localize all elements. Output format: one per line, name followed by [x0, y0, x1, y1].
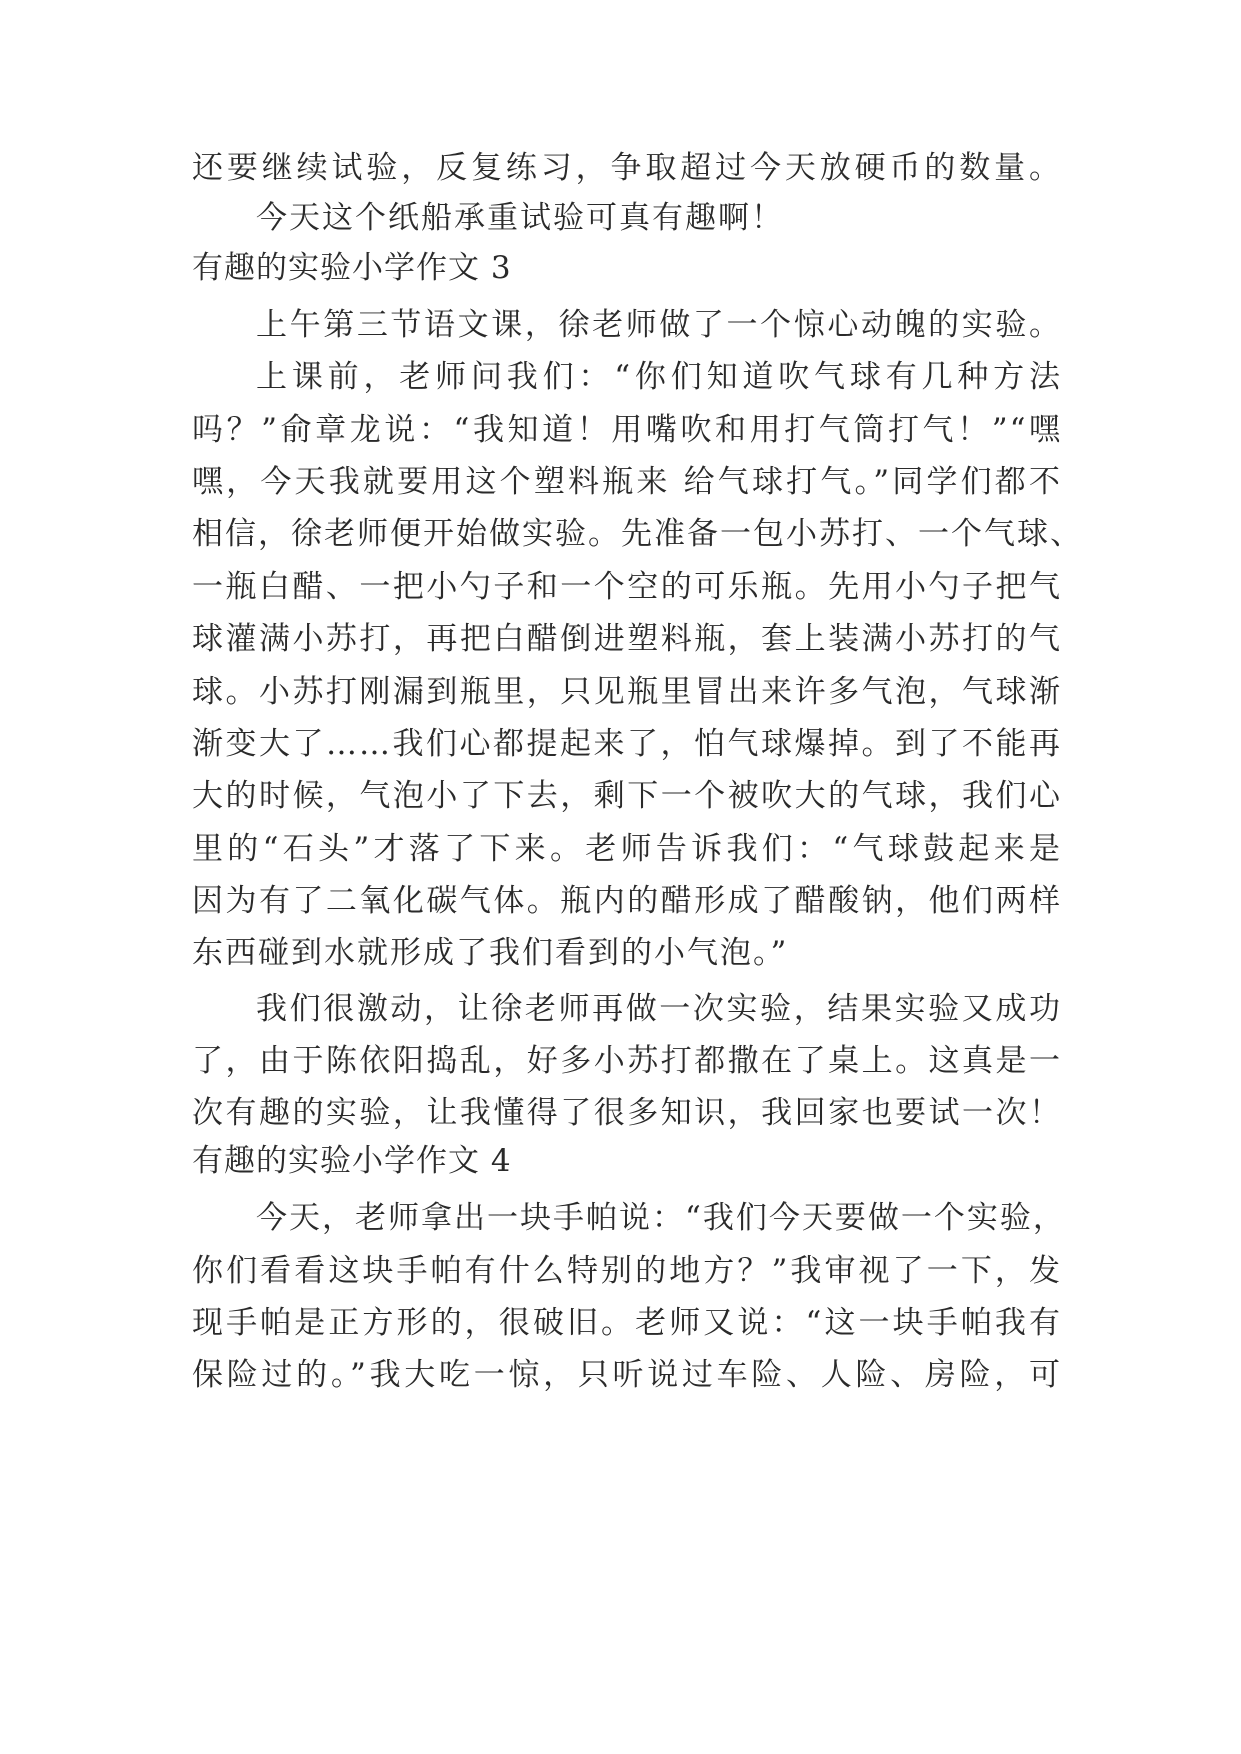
paragraph-line: 里的“石头”才落了下来。老师告诉我们：“气球鼓起来是: [192, 831, 1062, 867]
paragraph-line: 一瓶白醋、一把小勺子和一个空的可乐瓶。先用小勺子把气: [192, 569, 1062, 605]
paragraph-line: 渐变大了……我们心都提起来了，怕气球爆掉。到了不能再: [192, 726, 1062, 762]
paragraph-line: 今天，老师拿出一块手帕说：“我们今天要做一个实验，: [256, 1200, 1066, 1236]
paragraph-line: 相信，徐老师便开始做实验。先准备一包小苏打、一个气球、: [192, 516, 1083, 552]
paragraph-line: 大的时候，气泡小了下去，剩下一个被吹大的气球，我们心: [192, 778, 1062, 814]
paragraph-line: 上午第三节语文课，徐老师做了一个惊心动魄的实验。: [256, 307, 1062, 343]
paragraph-line: 上课前，老师问我们：“你们知道吹气球有几种方法: [256, 359, 1062, 395]
paragraph-line: 了，由于陈依阳捣乱，好多小苏打都撒在了桌上。这真是一: [192, 1043, 1062, 1079]
paragraph-line: 还要继续试验，反复练习，争取超过今天放硬币的数量。: [192, 150, 1062, 186]
paragraph-line: 因为有了二氧化碳气体。瓶内的醋形成了醋酸钠，他们两样: [192, 883, 1062, 919]
paragraph-line: 球灌满小苏打，再把白醋倒进塑料瓶，套上装满小苏打的气: [192, 621, 1062, 657]
paragraph-line: 你们看看这块手帕有什么特别的地方？”我审视了一下，发: [192, 1253, 1062, 1289]
paragraph-line: 现手帕是正方形的，很破旧。老师又说：“这一块手帕我有: [192, 1305, 1062, 1341]
section-heading: 有趣的实验小学作文 3: [192, 250, 512, 286]
paragraph-line: 今天这个纸船承重试验可真有趣啊！: [256, 200, 784, 236]
section-heading: 有趣的实验小学作文 4: [192, 1143, 512, 1179]
paragraph-line: 吗？”俞章龙说：“我知道！用嘴吹和用打气筒打气！”“嘿: [192, 412, 1062, 448]
paragraph-line: 球。小苏打刚漏到瓶里，只见瓶里冒出来许多气泡，气球渐: [192, 674, 1062, 710]
paragraph-line: 嘿，今天我就要用这个塑料瓶来 给气球打气。”同学们都不: [192, 464, 1062, 500]
paragraph-line: 我们很激动，让徐老师再做一次实验，结果实验又成功: [256, 991, 1062, 1027]
paragraph-line: 东西碰到水就形成了我们看到的小气泡。”: [192, 935, 789, 971]
paragraph-line: 保险过的。”我大吃一惊，只听说过车险、人险、房险，可: [192, 1357, 1062, 1393]
paragraph-line: 次有趣的实验，让我懂得了很多知识，我回家也要试一次！: [192, 1095, 1062, 1131]
